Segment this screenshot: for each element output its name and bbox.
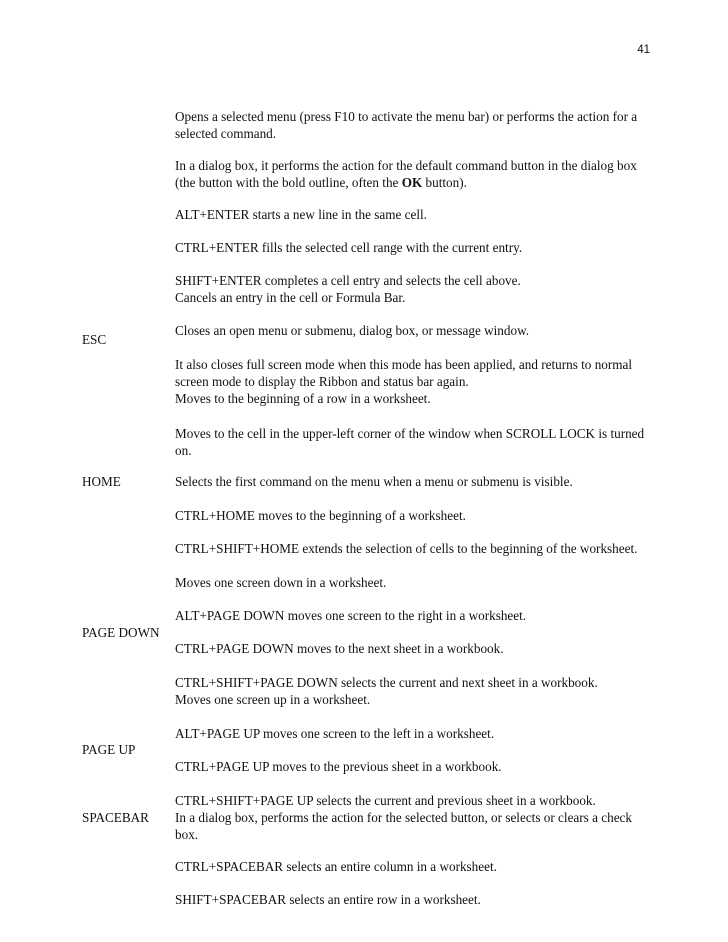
page-up-description-3 [175,758,655,775]
enter-description-3 [175,206,655,223]
description-text: Moves to the cell in the upper-left corner of the window when SCROLL LOCK is turned on. [175,426,645,458]
page-down-description-2 [175,607,655,624]
description-text: SHIFT+SPACEBAR selects an entire row in a worksheet. [175,892,481,907]
description-text: ALT+PAGE UP moves one screen to the left in a worksheet. [175,726,495,741]
home-description-3 [175,473,655,490]
description-text: CTRL+SHIFT+PAGE UP selects the current and previous sheet in a workbook. [175,793,596,808]
description-text: ALT+ENTER starts a new line in the same cell. [175,207,427,222]
description-text: CTRL+SHIFT+HOME extends the selection of cells to the beginning of the worksheet. [175,541,638,556]
spacebar-description-3 [175,891,655,908]
page-down-description-4 [175,674,655,691]
enter-description-2 [175,157,655,191]
enter-description-5 [175,272,655,289]
description-text: Cancels an entry in the cell or Formula Bar. [175,290,406,305]
description-text: ALT+PAGE DOWN moves one screen to the right in a worksheet. [175,608,527,623]
description-text: In a dialog box, performs the action for the selected button, or selects or clears a check box. [175,810,632,842]
key-page-up: PAGE UP [82,742,136,757]
description-text: Opens a selected menu (press F10 to activate the menu bar) or performs the action for a selected command. [175,109,638,141]
esc-description-3 [175,356,655,390]
description-text: Moves one screen up in a worksheet. [175,692,371,707]
description-text: Selects the first command on the menu when a menu or submenu is visible. [175,474,573,489]
description-text: CTRL+ENTER fills the selected cell range with the current entry. [175,240,523,255]
page-down-description-1 [175,574,655,591]
description-text: Moves to the beginning of a row in a worksheet. [175,391,431,406]
page-number: 41 [637,44,650,56]
esc-description-2 [175,322,655,339]
spacebar-description-2 [175,858,655,875]
description-text: Moves one screen down in a worksheet. [175,575,387,590]
page-up-description-1 [175,691,655,708]
page-up-description-2 [175,725,655,742]
description-text: SHIFT+ENTER completes a cell entry and selects the cell above. [175,273,521,288]
esc-description-1 [175,289,655,306]
enter-description-1 [175,108,655,142]
description-text: Closes an open menu or submenu, dialog box, or message window. [175,323,530,338]
ok-bold-text: OK [401,175,423,190]
key-esc: ESC [82,332,107,347]
home-description-1 [175,390,655,407]
enter-description-4 [175,239,655,256]
key-page-down: PAGE DOWN [82,625,160,640]
home-description-2 [175,425,655,459]
description-text: CTRL+HOME moves to the beginning of a worksheet. [175,508,466,523]
page-up-description-4 [175,792,655,809]
key-spacebar: SPACEBAR [82,810,149,825]
key-home: HOME [82,474,121,489]
description-text: CTRL+SPACEBAR selects an entire column in a worksheet. [175,859,497,874]
description-text: CTRL+PAGE DOWN moves to the next sheet in a workbook. [175,641,504,656]
home-description-4 [175,507,655,524]
home-description-5 [175,540,655,557]
description-text: In a dialog box, it performs the action for the default command button in the dialog box (the button with the bold outline, often the OK button). [175,158,637,190]
spacebar-description-1 [175,809,655,843]
page-down-description-3 [175,640,655,657]
description-text: CTRL+PAGE UP moves to the previous sheet in a workbook. [175,759,502,774]
description-text: It also closes full screen mode when this mode has been applied, and returns to normal screen mode to display the Ribbon and status bar again. [175,357,633,389]
description-text: CTRL+SHIFT+PAGE DOWN selects the current and next sheet in a workbook. [175,675,598,690]
